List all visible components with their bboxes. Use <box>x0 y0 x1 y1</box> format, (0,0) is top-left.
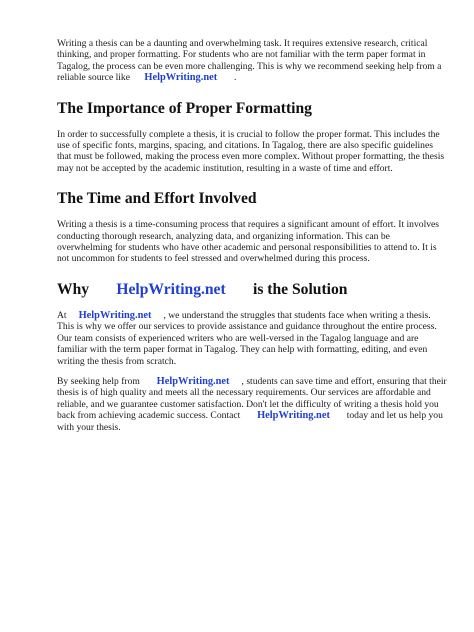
solution-p1-line-1-rest: , we understand the struggles that students face when writing a thesis. <box>163 309 431 321</box>
formatting-line-3: that must be followed, making the process even more complex. Without proper formatting, the thesis <box>57 151 445 163</box>
solution-p2-line-5: with your thesis. <box>57 421 121 433</box>
document-page <box>57 38 447 433</box>
solution-p1-at: At <box>57 309 67 321</box>
solution-p2-line-2: thesis is of high quality and meets all the necessary requirements. Our services are affordable and <box>57 387 431 399</box>
solution-paragraph-1 <box>57 309 437 367</box>
formatting-paragraph <box>57 128 445 175</box>
formatting-line-4: may not be accepted by the academic institution, resulting in a waste of time and effort. <box>57 162 393 174</box>
intro-line-2: thinking, and proper formatting. For students who are not familiar with the term paper format in <box>57 49 426 61</box>
helpwriting-link-solution-1[interactable]: HelpWriting.net <box>78 309 152 321</box>
helpwriting-link-intro[interactable]: HelpWriting.net <box>144 72 218 84</box>
solution-p2-line-3: reliable, and we guarantee customer satisfaction. Don't let the difficulty of writing a thesis hold you <box>57 398 439 410</box>
solution-p2-line-1 <box>57 375 447 387</box>
intro-line-4 <box>57 72 419 83</box>
heading-formatting: The Importance of Proper Formatting <box>57 99 312 117</box>
time-line-2: conducting thorough research, analyzing data, and organizing information. This can be <box>57 230 390 242</box>
solution-p1-line-5: writing the thesis from scratch. <box>57 355 177 367</box>
solution-p2-line-4-pre: back from achieving academic success. Contact <box>57 410 241 422</box>
intro-line-3: Tagalog, the process can be even more challenging. This is why we recommend seeking help from a <box>57 60 442 72</box>
intro-line-4-end: . <box>234 72 237 84</box>
solution-p1-line-4: familiar with the term paper format in Tagalog. They can help with formatting, editing, and even <box>57 344 428 356</box>
time-paragraph <box>57 219 440 265</box>
solution-p1-line-1 <box>57 309 431 321</box>
solution-p2-line-4-rest: today and let us help you <box>346 410 443 422</box>
time-line-3: overwhelming for students who have other academic and personal responsibilities to attend to. It is <box>57 242 437 254</box>
heading-time-effort: The Time and Effort Involved <box>57 190 257 208</box>
time-line-1: Writing a thesis is a time-consuming process that requires a significant amount of effort. It involves <box>57 219 440 231</box>
solution-p1-line-3: Our team consists of experienced writers who are well-versed in the Tagalog language and are <box>57 332 419 344</box>
heading-solution <box>57 281 419 299</box>
helpwriting-link-solution-3[interactable]: HelpWriting.net <box>257 410 330 422</box>
helpwriting-link-heading[interactable]: HelpWriting.net <box>116 280 226 298</box>
helpwriting-link-solution-2[interactable]: HelpWriting.net <box>156 375 230 387</box>
intro-paragraph <box>57 38 442 84</box>
heading-solution-why: Why <box>57 280 90 298</box>
formatting-line-1: In order to successfully complete a thesis, it is crucial to follow the proper format. This includes the <box>57 128 440 140</box>
intro-line-1: Writing a thesis can be a daunting and overwhelming task. It requires extensive research, critical <box>57 38 428 49</box>
solution-p2-line-4 <box>57 410 443 422</box>
solution-paragraph-2 <box>57 375 447 433</box>
time-line-4: not uncommon for students to feel stressed and overwhelmed during this process. <box>57 253 370 265</box>
solution-p2-line-1-rest: , students can save time and effort, ensuring that their <box>241 375 447 387</box>
solution-p2-line-1-pre: By seeking help from <box>57 375 140 387</box>
intro-line-4-text: reliable source like <box>57 72 130 84</box>
heading-solution-rest: is the Solution <box>252 280 348 298</box>
formatting-line-2: use of specific fonts, margins, spacing, and citations. In Tagalog, there are also specific guidelines <box>57 140 433 152</box>
solution-p1-line-2: This is why we offer our services to provide assistance and guidance throughout the entire process. <box>57 321 437 333</box>
